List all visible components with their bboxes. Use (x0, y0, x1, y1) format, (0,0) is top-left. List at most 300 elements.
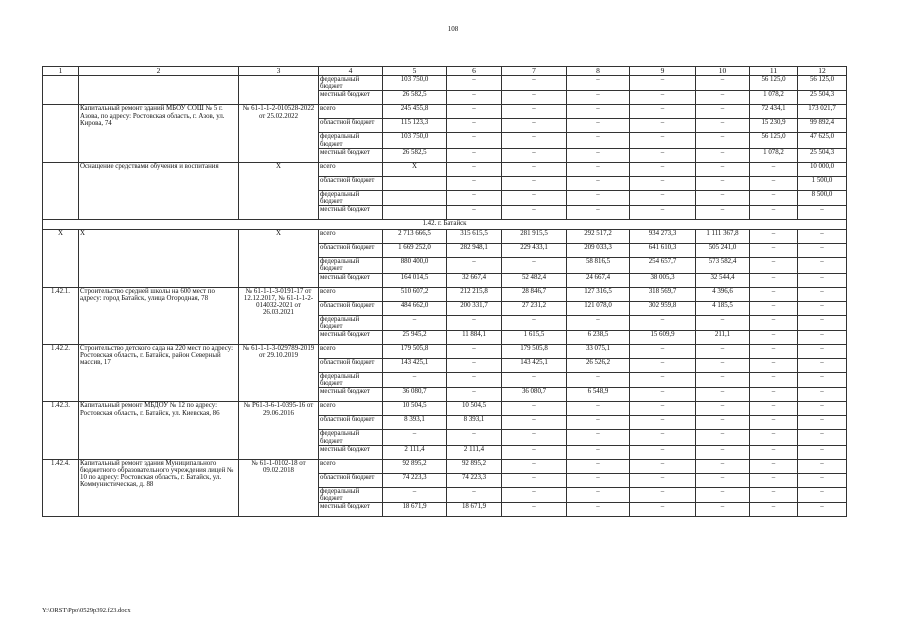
budget-cell: всего (319, 230, 383, 244)
value-cell: – (798, 445, 847, 459)
value-cell: – (567, 416, 630, 430)
value-cell: – (798, 345, 847, 359)
value-cell: – (630, 345, 696, 359)
item-number: 1.42.3. (43, 402, 79, 459)
budget-cell: местный бюджет (319, 388, 383, 402)
value-cell: 26 582,5 (383, 91, 447, 105)
value-cell: – (696, 473, 750, 487)
value-cell: – (447, 148, 502, 162)
value-cell: – (750, 244, 798, 258)
value-cell: – (502, 503, 567, 517)
value-cell: – (798, 416, 847, 430)
item-number: 1.42.4. (43, 459, 79, 516)
value-cell: – (696, 105, 750, 119)
value-cell: 318 569,7 (630, 287, 696, 301)
budget-cell: федеральный бюджет (319, 430, 383, 445)
value-cell: – (630, 176, 696, 190)
value-cell: – (447, 373, 502, 388)
section-title: 1.42. г. Батайск (43, 220, 847, 230)
value-cell: – (502, 190, 567, 205)
item-name: Строительство детского сада на 220 мест по адресу: Ростовская область, г. Батайск, район Северный массив, 17 (79, 345, 239, 402)
value-cell: – (630, 133, 696, 148)
value-cell: 1 500,0 (798, 176, 847, 190)
budget-cell: областной бюджет (319, 176, 383, 190)
value-cell: – (447, 105, 502, 119)
value-cell: – (630, 430, 696, 445)
value-cell: 56 125,0 (750, 76, 798, 91)
value-cell: – (696, 430, 750, 445)
value-cell: – (750, 416, 798, 430)
value-cell: 18 671,9 (447, 503, 502, 517)
value-cell: 8 500,0 (798, 190, 847, 205)
value-cell: – (696, 487, 750, 502)
value-cell: 510 607,2 (383, 287, 447, 301)
value-cell: 24 667,4 (567, 273, 630, 287)
value-cell: – (567, 91, 630, 105)
budget-cell: местный бюджет (319, 148, 383, 162)
value-cell: 56 125,0 (750, 133, 798, 148)
value-cell: 934 273,3 (630, 230, 696, 244)
value-cell: – (696, 359, 750, 373)
value-cell: 32 667,4 (447, 273, 502, 287)
item-document: № 61-1-0102-18 от 09.02.2018 (239, 459, 319, 516)
value-cell: – (630, 162, 696, 176)
value-cell: – (750, 445, 798, 459)
budget-cell: местный бюджет (319, 91, 383, 105)
program-table (42, 66, 847, 517)
value-cell: 99 892,4 (798, 119, 847, 133)
value-cell: – (696, 119, 750, 133)
value-cell: – (630, 373, 696, 388)
value-cell: 505 241,0 (696, 244, 750, 258)
file-path: Y:\ORST\Ppo\0529p392.f23.docx (42, 607, 131, 614)
value-cell: – (567, 148, 630, 162)
value-cell: – (447, 119, 502, 133)
empty-cell (79, 76, 239, 105)
value-cell: – (696, 162, 750, 176)
value-cell: – (750, 459, 798, 473)
budget-cell: областной бюджет (319, 301, 383, 315)
value-cell: – (630, 119, 696, 133)
value-cell: – (696, 76, 750, 91)
value-cell: – (383, 487, 447, 502)
value-cell: 211,1 (696, 331, 750, 345)
value-cell: – (696, 133, 750, 148)
item-document: Х (239, 162, 319, 219)
value-cell: 212 215,8 (447, 287, 502, 301)
value-cell: 92 895,2 (447, 459, 502, 473)
value-cell: – (502, 402, 567, 416)
value-cell: 143 425,1 (502, 359, 567, 373)
value-cell: – (502, 459, 567, 473)
value-cell: – (383, 373, 447, 388)
value-cell: 143 425,1 (383, 359, 447, 373)
budget-cell: федеральный бюджет (319, 373, 383, 388)
value-cell: 38 005,3 (630, 273, 696, 287)
value-cell: – (502, 206, 567, 220)
value-cell: – (447, 487, 502, 502)
value-cell: – (502, 176, 567, 190)
column-number: 6 (447, 67, 502, 76)
item-document: Х (239, 230, 319, 287)
value-cell: – (502, 487, 567, 502)
value-cell: – (502, 315, 567, 330)
value-cell: – (798, 244, 847, 258)
value-cell: – (750, 190, 798, 205)
value-cell: – (502, 445, 567, 459)
value-cell: 8 393,1 (383, 416, 447, 430)
value-cell: – (502, 373, 567, 388)
item-document: № 61-1-1-3-0191-17 от 12.12.2017, № 61-1-1-2-014032-2021 от 26.03.2021 (239, 287, 319, 344)
budget-cell: всего (319, 402, 383, 416)
value-cell: Х (383, 162, 447, 176)
table-row (43, 287, 847, 301)
value-cell: 302 959,8 (630, 301, 696, 315)
value-cell: 2 713 666,5 (383, 230, 447, 244)
value-cell: – (502, 416, 567, 430)
value-cell: – (750, 206, 798, 220)
value-cell: – (567, 176, 630, 190)
budget-cell: местный бюджет (319, 445, 383, 459)
value-cell: 58 816,5 (567, 258, 630, 273)
value-cell: 179 505,8 (383, 345, 447, 359)
value-cell: 282 948,1 (447, 244, 502, 258)
value-cell: 47 625,0 (798, 133, 847, 148)
budget-cell: областной бюджет (319, 244, 383, 258)
value-cell: – (567, 445, 630, 459)
value-cell: – (567, 459, 630, 473)
item-name: Капитальный ремонт здания Муниципального бюджетного образовательного учреждения лицей № 10 по адресу: Ростовская область, г. Батайск, ул. Коммунистическая, д. 88 (79, 459, 239, 516)
value-cell: – (567, 162, 630, 176)
value-cell: 484 662,0 (383, 301, 447, 315)
value-cell: 18 671,9 (383, 503, 447, 517)
budget-cell: местный бюджет (319, 331, 383, 345)
value-cell: 245 455,8 (383, 105, 447, 119)
value-cell: – (798, 359, 847, 373)
budget-cell: областной бюджет (319, 416, 383, 430)
value-cell: 10 504,5 (383, 402, 447, 416)
value-cell: – (630, 190, 696, 205)
value-cell: 880 400,0 (383, 258, 447, 273)
value-cell: 6 548,9 (567, 388, 630, 402)
value-cell: 74 223,3 (447, 473, 502, 487)
value-cell: – (750, 402, 798, 416)
column-number: 10 (696, 67, 750, 76)
value-cell: 209 033,3 (567, 244, 630, 258)
value-cell: – (696, 503, 750, 517)
value-cell: 200 331,7 (447, 301, 502, 315)
value-cell: – (502, 105, 567, 119)
value-cell: – (696, 459, 750, 473)
item-document: № Р61-3-6-1-0395-16 от 29.06.2016 (239, 402, 319, 459)
value-cell: – (798, 273, 847, 287)
value-cell: – (798, 230, 847, 244)
budget-cell: всего (319, 345, 383, 359)
item-number: 1.42.2. (43, 345, 79, 402)
value-cell: – (630, 105, 696, 119)
value-cell: – (696, 373, 750, 388)
value-cell: 4 396,6 (696, 287, 750, 301)
value-cell: 2 111,4 (383, 445, 447, 459)
budget-cell: федеральный бюджет (319, 258, 383, 273)
value-cell: – (630, 402, 696, 416)
value-cell: – (750, 287, 798, 301)
table-body (43, 67, 847, 517)
value-cell: – (798, 315, 847, 330)
value-cell: 1 669 252,0 (383, 244, 447, 258)
value-cell: 115 123,3 (383, 119, 447, 133)
value-cell: – (696, 176, 750, 190)
item-document: № 61-1-1-2-010528-2022 от 25.02.2022 (239, 105, 319, 162)
value-cell: – (447, 258, 502, 273)
value-cell: 56 125,0 (798, 76, 847, 91)
value-cell: – (750, 176, 798, 190)
value-cell: – (696, 206, 750, 220)
column-number: 7 (502, 67, 567, 76)
budget-cell: федеральный бюджет (319, 487, 383, 502)
table-row (43, 76, 847, 91)
budget-cell: федеральный бюджет (319, 190, 383, 205)
value-cell: 52 482,4 (502, 273, 567, 287)
value-cell: – (750, 373, 798, 388)
value-cell: – (798, 331, 847, 345)
value-cell: – (696, 148, 750, 162)
value-cell: – (447, 315, 502, 330)
value-cell: – (798, 388, 847, 402)
value-cell: – (630, 503, 696, 517)
item-name: Капитальный ремонт зданий МБОУ СОШ № 5 г. Азова, по адресу: Ростовская область, г. Азов, ул. Кирова, 74 (79, 105, 239, 162)
value-cell: – (502, 119, 567, 133)
value-cell: – (798, 287, 847, 301)
column-number: 2 (79, 67, 239, 76)
value-cell: – (447, 206, 502, 220)
budget-cell: всего (319, 459, 383, 473)
column-number: 3 (239, 67, 319, 76)
value-cell: – (750, 230, 798, 244)
empty-cell (43, 76, 79, 105)
value-cell: – (798, 402, 847, 416)
value-cell: 72 434,1 (750, 105, 798, 119)
value-cell: – (447, 133, 502, 148)
value-cell: – (798, 487, 847, 502)
value-cell: – (750, 301, 798, 315)
value-cell: – (567, 119, 630, 133)
value-cell: 254 657,7 (630, 258, 696, 273)
item-document: № 61-1-1-3-029789-2019 от 29.10.2019 (239, 345, 319, 402)
value-cell: – (798, 206, 847, 220)
value-cell: – (750, 315, 798, 330)
budget-cell: всего (319, 162, 383, 176)
value-cell: – (696, 445, 750, 459)
value-cell: – (447, 345, 502, 359)
value-cell: – (567, 373, 630, 388)
value-cell: – (502, 91, 567, 105)
value-cell: – (696, 402, 750, 416)
column-number: 1 (43, 67, 79, 76)
value-cell: – (447, 76, 502, 91)
value-cell: – (750, 430, 798, 445)
value-cell: 28 846,7 (502, 287, 567, 301)
value-cell: 74 223,3 (383, 473, 447, 487)
value-cell: – (696, 190, 750, 205)
value-cell: – (750, 331, 798, 345)
value-cell: 92 895,2 (383, 459, 447, 473)
value-cell: – (567, 430, 630, 445)
budget-cell: федеральный бюджет (319, 133, 383, 148)
value-cell: 1 615,5 (502, 331, 567, 345)
value-cell: 25 504,3 (798, 148, 847, 162)
value-cell: – (447, 388, 502, 402)
value-cell: – (798, 373, 847, 388)
value-cell: – (567, 503, 630, 517)
value-cell: – (567, 402, 630, 416)
value-cell: – (798, 459, 847, 473)
value-cell: – (502, 76, 567, 91)
budget-cell: федеральный бюджет (319, 315, 383, 330)
value-cell: – (630, 416, 696, 430)
item-number (43, 105, 79, 162)
budget-cell: всего (319, 287, 383, 301)
value-cell: 11 884,1 (447, 331, 502, 345)
value-cell: – (630, 148, 696, 162)
value-cell: – (798, 258, 847, 273)
value-cell: – (567, 315, 630, 330)
value-cell: 2 111,4 (447, 445, 502, 459)
value-cell: – (798, 503, 847, 517)
table-row (43, 345, 847, 359)
budget-cell: областной бюджет (319, 359, 383, 373)
value-cell: – (750, 273, 798, 287)
value-cell: – (502, 258, 567, 273)
value-cell: 173 021,7 (798, 105, 847, 119)
value-cell: – (750, 473, 798, 487)
column-number: 8 (567, 67, 630, 76)
value-cell: – (567, 105, 630, 119)
value-cell: 315 615,5 (447, 230, 502, 244)
budget-cell: областной бюджет (319, 473, 383, 487)
budget-cell: всего (319, 105, 383, 119)
value-cell: 281 915,5 (502, 230, 567, 244)
column-number: 11 (750, 67, 798, 76)
value-cell: – (447, 430, 502, 445)
value-cell: – (696, 388, 750, 402)
value-cell: – (696, 416, 750, 430)
value-cell: – (798, 473, 847, 487)
value-cell: – (502, 162, 567, 176)
value-cell: – (630, 388, 696, 402)
value-cell: – (750, 258, 798, 273)
value-cell: – (750, 503, 798, 517)
value-cell: – (630, 359, 696, 373)
value-cell: – (630, 315, 696, 330)
value-cell: – (502, 473, 567, 487)
value-cell: – (696, 345, 750, 359)
budget-cell: местный бюджет (319, 503, 383, 517)
value-cell: – (630, 473, 696, 487)
value-cell: – (502, 148, 567, 162)
value-cell: – (798, 301, 847, 315)
value-cell: – (630, 76, 696, 91)
value-cell: 10 504,5 (447, 402, 502, 416)
value-cell: 103 750,0 (383, 76, 447, 91)
value-cell: 164 014,5 (383, 273, 447, 287)
value-cell: – (630, 91, 696, 105)
value-cell: 4 185,5 (696, 301, 750, 315)
item-name: Оснащение средствами обучения и воспитания (79, 162, 239, 219)
value-cell: 32 544,4 (696, 273, 750, 287)
value-cell: – (447, 91, 502, 105)
value-cell: 229 433,1 (502, 244, 567, 258)
item-number: 1.42.1. (43, 287, 79, 344)
value-cell: – (502, 133, 567, 148)
value-cell: 1 078,2 (750, 148, 798, 162)
value-cell: – (696, 91, 750, 105)
value-cell: – (630, 487, 696, 502)
value-cell: 6 238,5 (567, 331, 630, 345)
column-number: 12 (798, 67, 847, 76)
value-cell: 26 526,2 (567, 359, 630, 373)
value-cell: – (567, 487, 630, 502)
value-cell: 25 504,3 (798, 91, 847, 105)
budget-cell: местный бюджет (319, 206, 383, 220)
value-cell: – (750, 487, 798, 502)
item-name: Х (79, 230, 239, 287)
value-cell: – (502, 430, 567, 445)
table-row (43, 402, 847, 416)
header-row (43, 67, 847, 76)
budget-cell: федеральный бюджет (319, 76, 383, 91)
budget-cell: областной бюджет (319, 119, 383, 133)
value-cell (383, 176, 447, 190)
empty-cell (239, 76, 319, 105)
value-cell: – (567, 133, 630, 148)
value-cell: 179 505,8 (502, 345, 567, 359)
value-cell: 25 945,2 (383, 331, 447, 345)
value-cell (383, 190, 447, 205)
value-cell: 573 582,4 (696, 258, 750, 273)
value-cell (383, 206, 447, 220)
value-cell: – (750, 359, 798, 373)
value-cell: 15 609,9 (630, 331, 696, 345)
table-row (43, 105, 847, 119)
value-cell: 8 393,1 (447, 416, 502, 430)
budget-cell: местный бюджет (319, 273, 383, 287)
value-cell: 121 078,0 (567, 301, 630, 315)
value-cell: – (383, 430, 447, 445)
value-cell: – (630, 445, 696, 459)
value-cell: – (447, 162, 502, 176)
value-cell: 103 750,0 (383, 133, 447, 148)
value-cell: – (696, 315, 750, 330)
value-cell: 27 231,2 (502, 301, 567, 315)
item-number: Х (43, 230, 79, 287)
column-number: 5 (383, 67, 447, 76)
value-cell: – (750, 388, 798, 402)
value-cell: 1 078,2 (750, 91, 798, 105)
value-cell: – (567, 190, 630, 205)
value-cell: – (447, 190, 502, 205)
column-number: 4 (319, 67, 383, 76)
column-number: 9 (630, 67, 696, 76)
page-number: 108 (447, 25, 459, 33)
item-name: Капитальный ремонт МБДОУ № 12 по адресу: Ростовская область, г. Батайск, ул. Киевская, 86 (79, 402, 239, 459)
value-cell: – (447, 359, 502, 373)
item-name: Строительство средней школы на 600 мест по адресу: город Батайск, улица Огородная, 78 (79, 287, 239, 344)
value-cell: – (798, 430, 847, 445)
value-cell: 10 000,0 (798, 162, 847, 176)
value-cell: – (750, 162, 798, 176)
value-cell: 641 610,3 (630, 244, 696, 258)
